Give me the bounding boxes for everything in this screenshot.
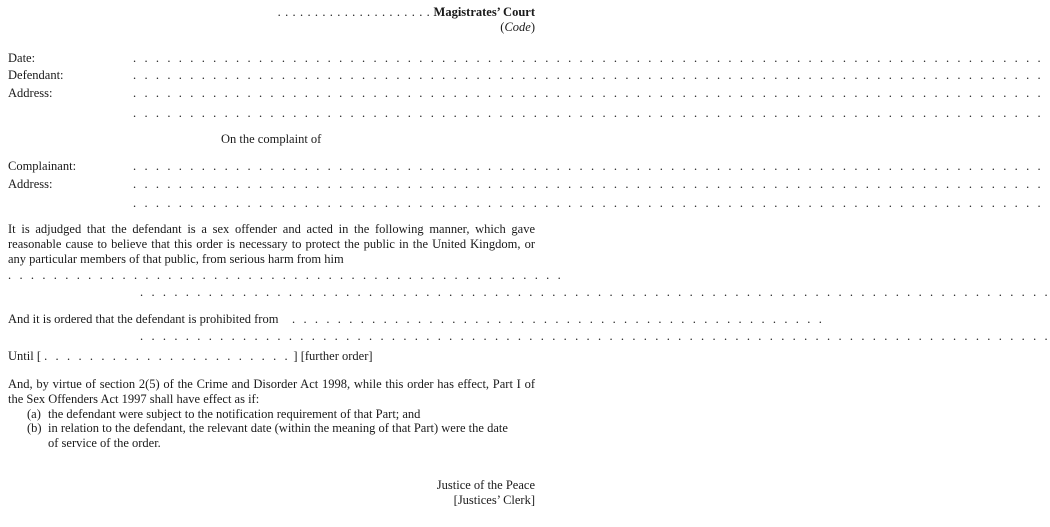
conduct-blank-2: . . . . . . . . . . . . . . . . . . . . . . . . . . . . . . . . . . . . . . . . . . . . . . . . . . . . . . . . . . . . . . . . . . . . . . . . . . . . . . . . — [140, 285, 1050, 299]
defendant-blank: . . . . . . . . . . . . . . . . . . . . . . . . . . . . . . . . . . . . . . . . . . . . . . . . . . . . . . . . . . . . . . . . . . . . . . . . . . . . . . . . — [133, 68, 1044, 82]
defendant-address-label: Address: — [8, 86, 53, 100]
list-item-a-text: the defendant were subject to the notification requirement of that Part; and — [48, 407, 421, 421]
date-blank: . . . . . . . . . . . . . . . . . . . . . . . . . . . . . . . . . . . . . . . . . . . . . . . . . . . . . . . . . . . . . . . . . . . . . . . . . . . . . . . . — [133, 51, 1044, 65]
court-name-blank: . . . . . . . . . . . . . . . . . . . . . — [277, 5, 431, 19]
complainant-address-blank-2: . . . . . . . . . . . . . . . . . . . . . . . . . . . . . . . . . . . . . . . . . . . . . . . . . . . . . . . . . . . . . . . . . . . . . . . . . . . . . . . . — [133, 196, 1044, 210]
complaint-heading: On the complaint of — [221, 132, 322, 146]
date-label: Date: — [8, 51, 36, 65]
signature-clerk: [Justices’ Clerk] — [453, 493, 535, 507]
list-item-b-continuation: of service of the order. — [48, 436, 161, 450]
until-prefix: Until [ — [8, 349, 41, 363]
prohibition-blank-1: . . . . . . . . . . . . . . . . . . . . . . . . . . . . . . . . . . . . . . . . . . . . . . . — [292, 312, 825, 326]
conduct-blank-1: . . . . . . . . . . . . . . . . . . . . . . . . . . . . . . . . . . . . . . . . . . . . . . . . . — [8, 268, 564, 282]
until-date-blank: . . . . . . . . . . . . . . . . . . . . . . — [44, 349, 291, 363]
prohibition-blank-2: . . . . . . . . . . . . . . . . . . . . . . . . . . . . . . . . . . . . . . . . . . . . . . . . . . . . . . . . . . . . . . . . . . . . . . . . . . . . . . . . — [140, 329, 1050, 343]
complainant-address-label: Address: — [8, 177, 53, 191]
list-item-b-text: in relation to the defendant, the relevant date (within the meaning of that Part) were the date — [48, 421, 508, 435]
defendant-address-blank-1: . . . . . . . . . . . . . . . . . . . . . . . . . . . . . . . . . . . . . . . . . . . . . . . . . . . . . . . . . . . . . . . . . . . . . . . . . . . . . . . . — [133, 86, 1044, 100]
court-code: Code — [504, 20, 531, 34]
signature-justice: Justice of the Peace — [436, 478, 535, 492]
complainant-label: Complainant: — [8, 159, 77, 173]
defendant-label: Defendant: — [8, 68, 64, 82]
court-name: Magistrates’ Court — [433, 5, 535, 19]
complainant-blank: . . . . . . . . . . . . . . . . . . . . . . . . . . . . . . . . . . . . . . . . . . . . . . . . . . . . . . . . . . . . . . . . . . . . . . . . . . . . . . . . — [133, 159, 1044, 173]
court-name-line — [278, 5, 535, 20]
defendant-address-blank-2: . . . . . . . . . . . . . . . . . . . . . . . . . . . . . . . . . . . . . . . . . . . . . . . . . . . . . . . . . . . . . . . . . . . . . . . . . . . . . . . . — [133, 106, 1044, 120]
until-line — [8, 349, 373, 364]
adjudged-paragraph: It is adjudged that the defendant is a sex offender and acted in the following manner, which gave reasonable cause to believe that this order is necessary to protect the public in the United Kingdom, or any particular members of that public, from serious harm from him — [8, 222, 535, 266]
list-item-b-marker: (b) — [27, 421, 42, 435]
court-code-line: (Code) — [500, 20, 535, 34]
complainant-address-blank-1: . . . . . . . . . . . . . . . . . . . . . . . . . . . . . . . . . . . . . . . . . . . . . . . . . . . . . . . . . . . . . . . . . . . . . . . . . . . . . . . . — [133, 177, 1044, 191]
list-item-a-marker: (a) — [27, 407, 41, 421]
virtue-paragraph: And, by virtue of section 2(5) of the Crime and Disorder Act 1998, while this order has effect, Part I of the Sex Offenders Act 1997 shall have effect as if: — [8, 377, 535, 406]
ordered-text: And it is ordered that the defendant is prohibited from — [8, 312, 279, 326]
until-suffix: ] [further order] — [293, 349, 373, 363]
